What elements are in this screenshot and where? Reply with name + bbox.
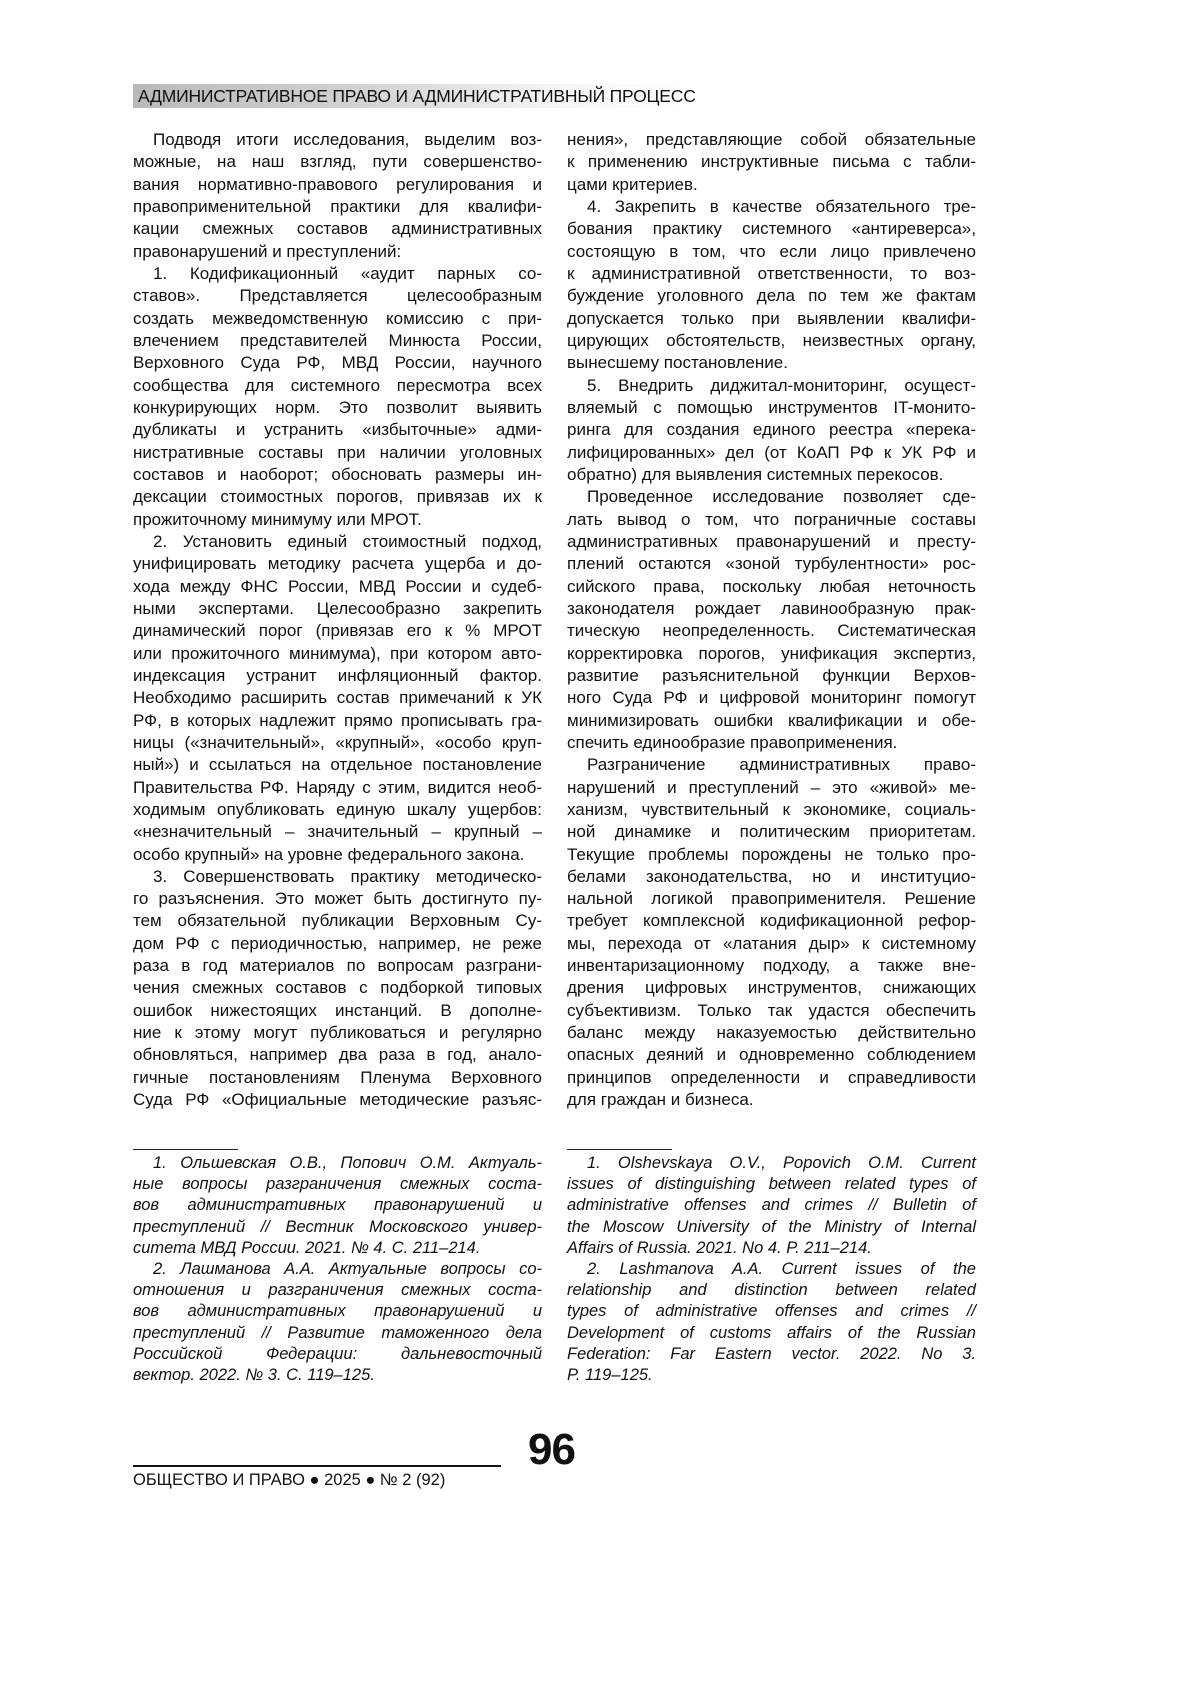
text-line: го разъяснения. Это может быть достигнуто пу- — [133, 888, 542, 910]
footnote-separator — [133, 1149, 238, 1150]
text-line: issues of distinguishing between related types of — [567, 1174, 976, 1195]
text-line: дубликаты и устранить «избыточные» адми- — [133, 419, 542, 441]
text-line: Суда РФ «Официальные методические разъяс- — [133, 1089, 542, 1111]
text-line: нальной логикой правоприменителя. Решение — [567, 888, 976, 910]
text-line: субъективизм. Только так удастся обеспечить — [567, 1000, 976, 1022]
text-line: инвентаризационному подходу, а также вне- — [567, 955, 976, 977]
text-line: ситета МВД России. 2021. № 4. С. 211–214. — [133, 1238, 542, 1259]
text-line: дом РФ с периодичностью, например, не реже — [133, 933, 542, 955]
section-title: АДМИНИСТРАТИВНОЕ ПРАВО И АДМИНИСТРАТИВНЫЙ ПРОЦЕСС — [138, 86, 696, 107]
text-line: гичные постановлениям Пленума Верховного — [133, 1067, 542, 1089]
text-line: сообщества для системного пересмотра всех — [133, 375, 542, 397]
text-line: дрения цифровых инструментов, снижающих — [567, 977, 976, 999]
footnote-separator — [567, 1149, 672, 1150]
text-line: Affairs of Russia. 2021. No 4. P. 211–214. — [567, 1238, 976, 1259]
text-line: нарушений и преступлений – это «живой» ме- — [567, 777, 976, 799]
text-line: Правительства РФ. Наряду с этим, видится необ- — [133, 777, 542, 799]
text-line: белами законодательства, но и институцио- — [567, 866, 976, 888]
text-line: тем обязательной публикации Верховным Су- — [133, 910, 542, 932]
text-line: вляемый с помощью инструментов IT-монито- — [567, 397, 976, 419]
text-line: спечить единообразие правоприменения. — [567, 732, 976, 754]
text-line: цами критериев. — [567, 174, 976, 196]
text-line: РФ, в которых надлежит прямо прописывать гра- — [133, 710, 542, 732]
text-line: бования практику системного «антиреверса», — [567, 218, 976, 240]
text-line: опасных деяний и одновременно соблюдением — [567, 1044, 976, 1066]
text-line: создать межведомственную комиссию с при- — [133, 308, 542, 330]
text-line: вания нормативно-правового регулирования и — [133, 174, 542, 196]
paragraph — [133, 1153, 542, 1259]
text-line: или прожиточного минимума), при котором авто- — [133, 643, 542, 665]
text-line: Разграничение административных право- — [567, 754, 976, 776]
text-line: 4. Закрепить в качестве обязательного тре- — [567, 196, 976, 218]
text-line: составов и наоборот; обосновать размеры ин- — [133, 464, 542, 486]
footer-rule — [133, 1465, 501, 1467]
text-line: вектор. 2022. № 3. С. 119–125. — [133, 1365, 542, 1386]
text-line: корректировка порогов, унификация экспертиз, — [567, 643, 976, 665]
paragraph — [133, 263, 542, 531]
journal-footer: ОБЩЕСТВО И ПРАВО ● 2025 ● № 2 (92) — [133, 1471, 445, 1490]
text-line: к административной ответственности, то воз- — [567, 263, 976, 285]
text-line: лифицированных» дел (от КоАП РФ к УК РФ и — [567, 442, 976, 464]
text-line: the Moscow University of the Ministry of Internal — [567, 1217, 976, 1238]
text-line: 2. Установить единый стоимостный подход, — [133, 531, 542, 553]
paragraph — [133, 531, 542, 866]
text-line: «незначительный – значительный – крупный – — [133, 821, 542, 843]
text-line: 2. Lashmanova A.A. Current issues of the — [567, 1259, 976, 1280]
paragraph — [567, 1153, 976, 1259]
text-line: ными экспертами. Целесообразно закрепить — [133, 598, 542, 620]
text-line: влечением представителей Минюста России, — [133, 330, 542, 352]
text-line: вынесшему постановление. — [567, 352, 976, 374]
text-line: Российской Федерации: дальневосточный — [133, 1344, 542, 1365]
text-line: административных правонарушений и престу- — [567, 531, 976, 553]
text-line: Federation: Far Eastern vector. 2022. No 3. — [567, 1344, 976, 1365]
text-line: ханизм, чувствительный к экономике, социаль- — [567, 799, 976, 821]
paragraph — [567, 196, 976, 375]
text-line: баланс между наказуемостью действительно — [567, 1022, 976, 1044]
text-line: ной динамике и политическим приоритетам. — [567, 821, 976, 843]
text-line: тическую неопределенность. Систематическая — [567, 620, 976, 642]
text-line: мы, перехода от «латания дыр» к системному — [567, 933, 976, 955]
text-line: вов административных правонарушений и — [133, 1195, 542, 1216]
text-line: принципов определенности и справедливости — [567, 1067, 976, 1089]
text-line: ного Суда РФ и цифровой мониторинг помогут — [567, 687, 976, 709]
paragraph — [133, 129, 542, 263]
text-line: обновляться, например два раза в год, анало- — [133, 1044, 542, 1066]
text-line: преступлений // Вестник Московского универ- — [133, 1217, 542, 1238]
text-line: нистративные составы при наличии уголовных — [133, 442, 542, 464]
text-line: relationship and distinction between related — [567, 1280, 976, 1301]
body-column-left — [133, 129, 542, 1111]
text-line: развитие разъяснительной функции Верхов- — [567, 665, 976, 687]
text-line: ные вопросы разграничения смежных соста- — [133, 1174, 542, 1195]
text-line: к применению инструктивные письма с табли- — [567, 151, 976, 173]
page-number: 96 — [528, 1425, 575, 1475]
text-line: чения смежных составов с подборкой типовых — [133, 977, 542, 999]
text-line: ницы («значительный», «крупный», «особо круп- — [133, 732, 542, 754]
text-line: допускается только при выявлении квалифи- — [567, 308, 976, 330]
text-line: Development of customs affairs of the Russian — [567, 1323, 976, 1344]
paragraph — [133, 1259, 542, 1386]
text-line: сийского права, поскольку любая неточность — [567, 576, 976, 598]
text-line: отношения и разграничения смежных соста- — [133, 1280, 542, 1301]
text-line: правоприменительной практики для квалифи- — [133, 196, 542, 218]
footnotes-english — [567, 1153, 976, 1386]
text-line: законодателя рождает лавинообразную прак- — [567, 598, 976, 620]
footnotes-russian — [133, 1153, 542, 1386]
text-line: прожиточному минимуму или МРОТ. — [133, 509, 542, 531]
text-line: 5. Внедрить диджитал-мониторинг, осущест- — [567, 375, 976, 397]
paragraph — [567, 486, 976, 754]
text-line: ошибок нижестоящих инстанций. В дополне- — [133, 1000, 542, 1022]
text-line: нения», представляющие собой обязательные — [567, 129, 976, 151]
paragraph — [567, 1259, 976, 1386]
text-line: Верховного Суда РФ, МВД России, научного — [133, 352, 542, 374]
text-line: 1. Ольшевская О.В., Попович О.М. Актуаль- — [133, 1153, 542, 1174]
text-line: состоящую в том, что если лицо привлечено — [567, 241, 976, 263]
text-line: P. 119–125. — [567, 1365, 976, 1386]
text-line: буждение уголовного дела по тем же фактам — [567, 285, 976, 307]
text-line: унифицировать методику расчета ущерба и до- — [133, 553, 542, 575]
text-line: ходимым опубликовать единую шкалу ущербов: — [133, 799, 542, 821]
text-line: можные, на наш взгляд, пути совершенство- — [133, 151, 542, 173]
paragraph — [567, 129, 976, 196]
text-line: Подводя итоги исследования, выделим воз- — [133, 129, 542, 151]
text-line: обратно) для выявления системных перекосов. — [567, 464, 976, 486]
text-line: конкурирующих норм. Это позволит выявить — [133, 397, 542, 419]
text-line: ный») и ссылаться на отдельное постановление — [133, 754, 542, 776]
text-line: дексации стоимостных порогов, привязав их к — [133, 486, 542, 508]
text-line: вов административных правонарушений и — [133, 1301, 542, 1322]
text-line: 2. Лашманова А.А. Актуальные вопросы со- — [133, 1259, 542, 1280]
text-line: правонарушений и преступлений: — [133, 241, 542, 263]
text-line: особо крупный» на уровне федерального закона. — [133, 844, 542, 866]
text-line: цирующих обстоятельств, неизвестных органу, — [567, 330, 976, 352]
text-line: ставов». Представляется целесообразным — [133, 285, 542, 307]
text-line: требует комплексной кодификационной рефор- — [567, 910, 976, 932]
text-line: Текущие проблемы порождены не только про- — [567, 844, 976, 866]
text-line: плений остаются «зоной турбулентности» рос- — [567, 553, 976, 575]
text-line: динамический порог (привязав его к % МРОТ — [133, 620, 542, 642]
text-line: кации смежных составов административных — [133, 218, 542, 240]
text-line: для граждан и бизнеса. — [567, 1089, 976, 1111]
text-line: administrative offenses and crimes // Bulletin of — [567, 1195, 976, 1216]
text-line: ринга для создания единого реестра «перека- — [567, 419, 976, 441]
paragraph — [567, 754, 976, 1111]
text-line: преступлений // Развитие таможенного дела — [133, 1323, 542, 1344]
text-line: 1. Olshevskaya O.V., Popovich O.M. Current — [567, 1153, 976, 1174]
text-line: раза в год материалов по вопросам разграни- — [133, 955, 542, 977]
body-column-right — [567, 129, 976, 1111]
text-line: ние к этому могут публиковаться и регулярно — [133, 1022, 542, 1044]
text-line: индексация устранит инфляционный фактор. — [133, 665, 542, 687]
paragraph — [133, 866, 542, 1112]
paragraph — [567, 375, 976, 487]
text-line: 1. Кодификационный «аудит парных со- — [133, 263, 542, 285]
text-line: Проведенное исследование позволяет сде- — [567, 486, 976, 508]
text-line: минимизировать ошибки квалификации и обе- — [567, 710, 976, 732]
text-line: лать вывод о том, что пограничные составы — [567, 509, 976, 531]
text-line: 3. Совершенствовать практику методическо- — [133, 866, 542, 888]
text-line: хода между ФНС России, МВД России и судеб- — [133, 576, 542, 598]
text-line: types of administrative offenses and crimes // — [567, 1301, 976, 1322]
text-line: Необходимо расширить состав примечаний к УК — [133, 687, 542, 709]
